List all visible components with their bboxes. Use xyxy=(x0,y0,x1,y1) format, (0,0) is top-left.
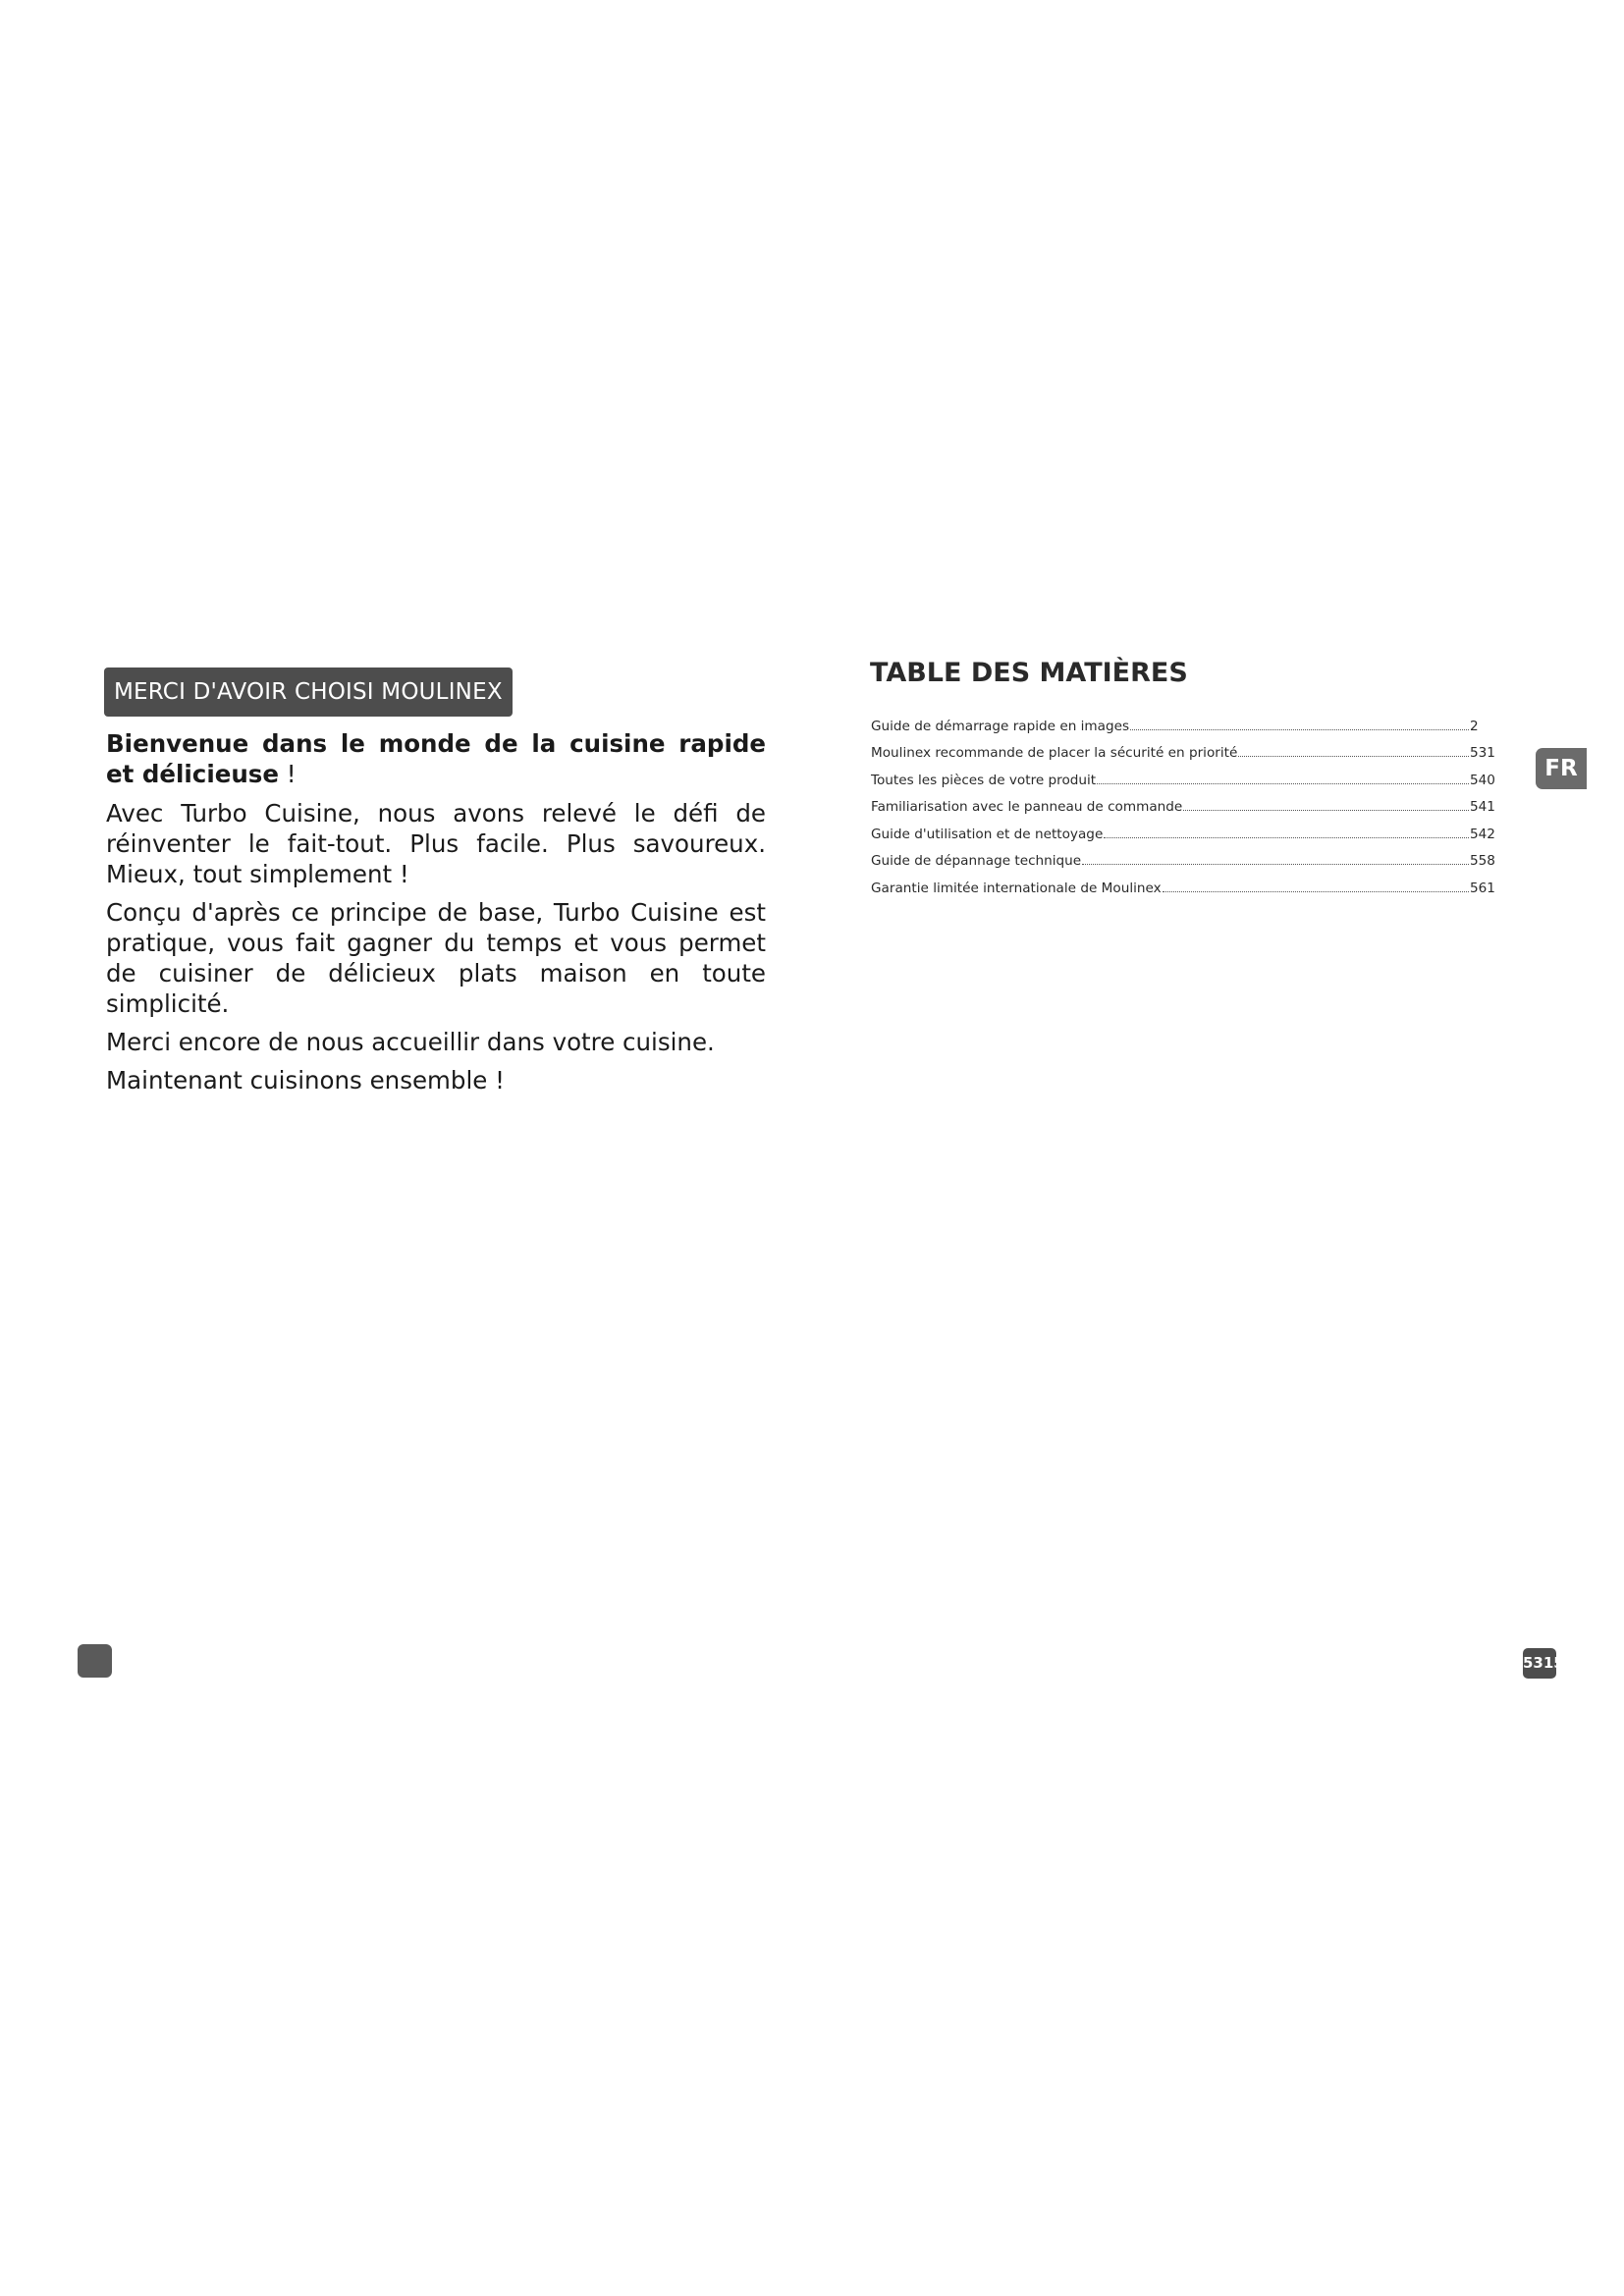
toc-dot-leader xyxy=(1183,810,1469,811)
page-number: 5315 xyxy=(1523,1648,1556,1679)
toc-entry[interactable] xyxy=(871,869,1499,896)
toc-entry-label: Guide de démarrage rapide en images xyxy=(871,718,1130,734)
welcome-paragraph xyxy=(106,728,766,789)
toc-title: TABLE DES MATIÈRES xyxy=(870,658,1188,688)
toc-entry[interactable] xyxy=(871,761,1499,788)
toc-dot-leader xyxy=(1082,864,1469,865)
toc-dot-leader xyxy=(1130,729,1469,730)
toc-entry-label: Guide d'utilisation et de nettoyage xyxy=(871,826,1104,842)
toc-entry[interactable] xyxy=(871,788,1499,816)
toc-dot-leader xyxy=(1104,837,1469,838)
section-heading-banner: MERCI D'AVOIR CHOISI MOULINEX xyxy=(104,667,513,717)
toc-entry-label: Guide de dépannage technique xyxy=(871,853,1082,869)
toc-dot-leader xyxy=(1238,756,1469,757)
toc-entry-page: 531 xyxy=(1470,745,1495,761)
toc-entry[interactable] xyxy=(871,734,1499,762)
welcome-exclamation: ! xyxy=(279,760,297,788)
toc-entry-page: 2 xyxy=(1470,718,1479,734)
toc-entry-label: Familiarisation avec le panneau de commande xyxy=(871,799,1183,815)
toc-entry-label: Garantie limitée internationale de Moulinex xyxy=(871,880,1162,896)
toc-entry[interactable] xyxy=(871,842,1499,870)
toc-entry-label: Moulinex recommande de placer la sécurité en priorité xyxy=(871,745,1238,761)
toc-entry-page: 540 xyxy=(1470,772,1495,788)
table-of-contents xyxy=(871,707,1499,896)
intro-paragraph: Maintenant cuisinons ensemble ! xyxy=(106,1066,505,1095)
toc-dot-leader xyxy=(1097,783,1469,784)
toc-entry[interactable] xyxy=(871,815,1499,842)
welcome-text: Bienvenue dans le monde de la cuisine rapide et délicieuse xyxy=(106,729,766,788)
intro-paragraph: Avec Turbo Cuisine, nous avons relevé le défi de réinventer le fait-tout. Plus facile. Plus savoureux. Mieux, tout simplement ! xyxy=(106,799,766,888)
language-tab: FR xyxy=(1536,748,1587,789)
intro-paragraph: Merci encore de nous accueillir dans votre cuisine. xyxy=(106,1028,715,1056)
page-marker xyxy=(78,1644,112,1678)
intro-paragraph: Conçu d'après ce principe de base, Turbo Cuisine est pratique, vous fait gagner du temps et vous permet de cuisiner de délicieux plats maison en toute simplicité. xyxy=(106,898,766,1018)
toc-entry-page: 542 xyxy=(1470,826,1495,842)
toc-dot-leader xyxy=(1163,891,1469,892)
toc-entry-label: Toutes les pièces de votre produit xyxy=(871,772,1097,788)
toc-entry-page: 558 xyxy=(1470,853,1495,869)
toc-entry[interactable] xyxy=(871,707,1499,734)
intro-text-block xyxy=(106,728,766,1103)
toc-entry-page: 561 xyxy=(1470,880,1495,896)
toc-entry-page: 541 xyxy=(1470,799,1495,815)
